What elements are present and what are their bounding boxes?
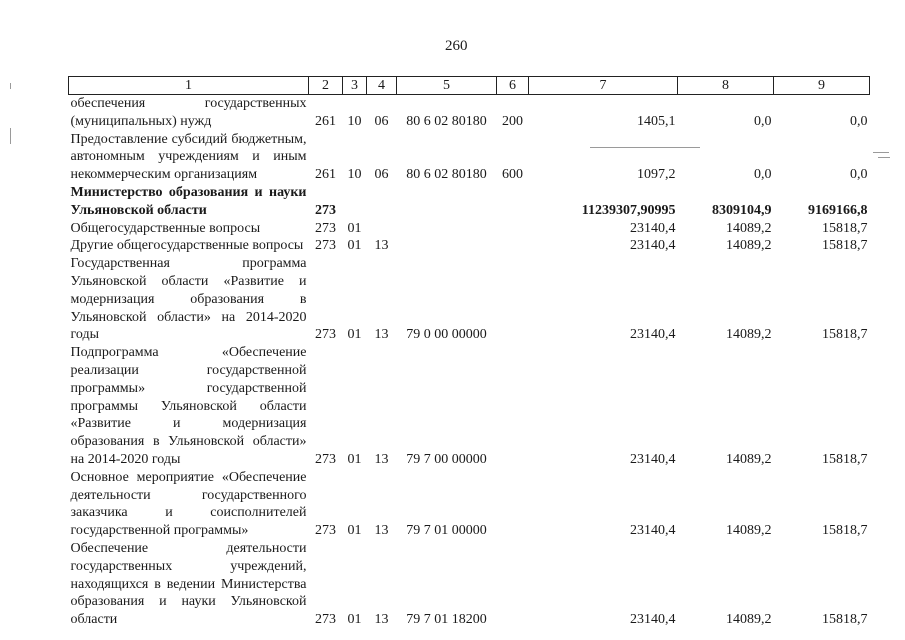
cell-name: Подпрограмма «Обеспечение реализации государственной программы» государственной программы Ульяновской области «Развитие и модернизация образования в Ульяновской области» на 2014-2020 годы [70, 345, 307, 467]
cell-subsection: 06 [374, 113, 389, 129]
cell-amount-col7: 11239307,90995 [581, 202, 676, 218]
cell-amount-col9: 0,0 [850, 167, 868, 183]
cell-target-article [397, 220, 497, 238]
header-col-5: 5 [397, 77, 497, 95]
cell-target-article: 79 7 01 00000 [406, 523, 487, 539]
cell-amount-col8: 14089,2 [726, 451, 772, 467]
cell-name: Предоставление субсидий бюджетным, автономным учреждениям и иным некоммерческим организациям [70, 131, 307, 183]
cell-ministry-code: 273 [315, 238, 336, 254]
cell-subsection: 13 [374, 238, 389, 254]
cell-target-article: 80 6 02 80180 [406, 113, 487, 129]
cell-section: 10 [347, 113, 362, 129]
cell-section: 01 [347, 238, 362, 254]
header-col-6: 6 [497, 77, 529, 95]
cell-amount-col7: 23140,4 [630, 238, 676, 254]
header-col-3: 3 [343, 77, 367, 95]
cell-section: 01 [347, 327, 362, 343]
cell-name: Основное мероприятие «Обеспечение деятельности государственного заказчика и соисполнителей государственной программы» [70, 469, 307, 539]
cell-amount-col7: 23140,4 [630, 220, 676, 236]
page-number: 260 [445, 38, 468, 54]
cell-name: Обеспечение деятельности государственных учреждений, находящихся в ведении Министерства образования и науки Ульяновской области [70, 540, 307, 628]
cell-amount-col9: 9169166,8 [808, 202, 868, 218]
cell-target-article: 79 0 00 00000 [406, 327, 487, 343]
cell-ministry-code: 273 [315, 523, 336, 539]
cell-name: Другие общегосударственные вопросы [70, 238, 304, 254]
cell-target-article [397, 184, 497, 220]
table-row [69, 237, 870, 255]
table-row [69, 95, 870, 131]
cell-ministry-code: 261 [315, 167, 336, 183]
cell-subsection: 13 [374, 451, 389, 467]
cell-expense-type [497, 540, 529, 629]
cell-section: 01 [347, 523, 362, 539]
cell-amount-col9: 15818,7 [822, 220, 868, 236]
cell-amount-col9: 15818,7 [822, 327, 868, 343]
cell-amount-col7: 1097,2 [637, 167, 676, 183]
cell-subsection: 06 [374, 167, 389, 183]
header-col-2: 2 [309, 77, 343, 95]
cell-name: Государственная программа Ульяновской области «Развитие и модернизация образования в Ульяновской области» на 2014-2020 годы [70, 256, 307, 343]
budget-table [68, 76, 870, 629]
table-row [69, 220, 870, 238]
header-col-4: 4 [367, 77, 397, 95]
cell-subsection: 13 [374, 327, 389, 343]
scan-mark [10, 128, 11, 144]
cell-ministry-code: 273 [315, 612, 336, 628]
cell-ministry-code: 273 [315, 202, 336, 218]
cell-expense-type [497, 344, 529, 469]
cell-amount-col8: 14089,2 [726, 238, 772, 254]
cell-ministry-code: 273 [315, 451, 336, 467]
cell-amount-col9: 15818,7 [822, 238, 868, 254]
table-row [69, 184, 870, 220]
header-col-1: 1 [69, 77, 309, 95]
cell-amount-col9: 15818,7 [822, 523, 868, 539]
cell-amount-col7: 23140,4 [630, 327, 676, 343]
cell-section: 01 [347, 451, 362, 467]
cell-amount-col7: 1405,1 [637, 113, 676, 129]
header-col-7: 7 [529, 77, 678, 95]
cell-amount-col8: 14089,2 [726, 327, 772, 343]
cell-section: 01 [347, 612, 362, 628]
table-header [69, 77, 870, 95]
cell-ministry-code: 273 [315, 220, 336, 236]
cell-amount-col8: 14089,2 [726, 220, 772, 236]
cell-expense-type [497, 220, 529, 238]
cell-amount-col8: 8309104,9 [712, 202, 772, 218]
cell-target-article [397, 237, 497, 255]
cell-amount-col7: 23140,4 [630, 451, 676, 467]
cell-section: 10 [347, 167, 362, 183]
table-row [69, 469, 870, 540]
cell-expense-type [497, 469, 529, 540]
cell-expense-type [497, 184, 529, 220]
cell-section [343, 184, 367, 220]
cell-amount-col8: 14089,2 [726, 612, 772, 628]
table-row [69, 131, 870, 184]
cell-target-article: 79 7 01 18200 [406, 612, 487, 628]
cell-ministry-code: 261 [315, 113, 336, 129]
table-row [69, 540, 870, 629]
cell-amount-col7: 23140,4 [630, 612, 676, 628]
cell-amount-col9: 0,0 [850, 113, 868, 129]
cell-name: обеспечения государственных (муниципальных) нужд [70, 96, 307, 129]
cell-amount-col8: 0,0 [754, 113, 772, 129]
cell-amount-col7: 23140,4 [630, 523, 676, 539]
table-row [69, 255, 870, 344]
cell-name: Министерство образования и науки Ульяновской области [70, 184, 307, 218]
cell-subsection: 13 [374, 612, 389, 628]
cell-subsection [367, 220, 397, 238]
table-row [69, 344, 870, 469]
cell-expense-type [497, 237, 529, 255]
cell-amount-col9: 15818,7 [822, 451, 868, 467]
cell-subsection: 13 [374, 523, 389, 539]
cell-amount-col8: 14089,2 [726, 523, 772, 539]
cell-section: 01 [347, 220, 362, 236]
scan-mark [878, 157, 890, 158]
cell-expense-type: 200 [502, 113, 523, 129]
cell-amount-col8: 0,0 [754, 167, 772, 183]
cell-target-article: 80 6 02 80180 [406, 167, 487, 183]
cell-subsection [367, 184, 397, 220]
cell-amount-col9: 15818,7 [822, 612, 868, 628]
scan-mark [873, 152, 889, 153]
header-row [69, 77, 870, 95]
cell-target-article: 79 7 00 00000 [406, 451, 487, 467]
cell-ministry-code: 273 [315, 327, 336, 343]
scan-mark [590, 147, 700, 148]
scan-mark [10, 83, 11, 89]
cell-expense-type [497, 255, 529, 344]
table-body [69, 95, 870, 629]
cell-expense-type: 600 [502, 167, 523, 183]
header-col-8: 8 [678, 77, 774, 95]
cell-name: Общегосударственные вопросы [70, 220, 261, 236]
header-col-9: 9 [774, 77, 870, 95]
